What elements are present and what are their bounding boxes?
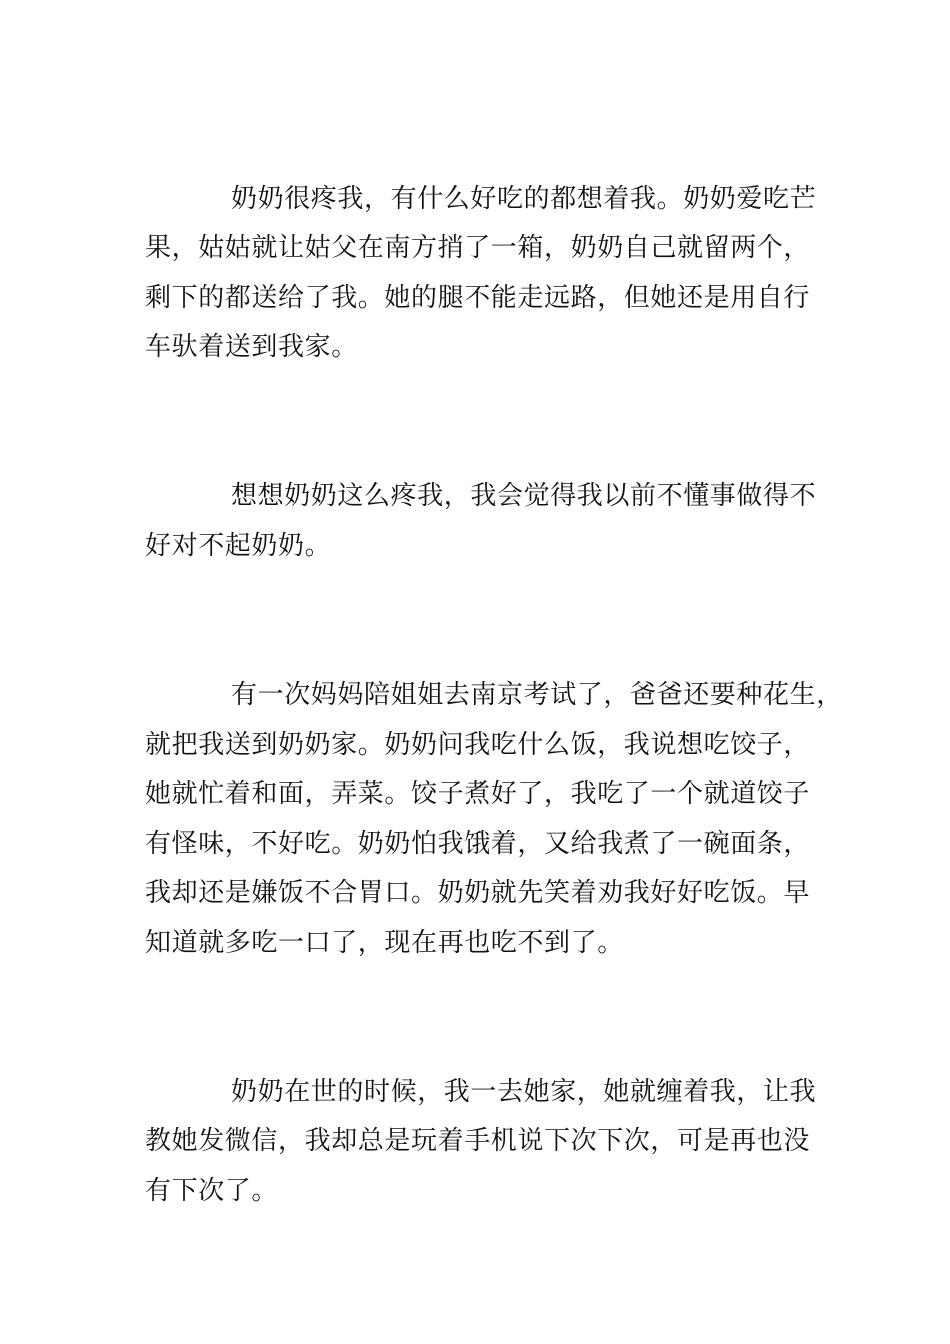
paragraph-4-line-3: 有下次了。 [145,1176,279,1206]
paragraph-3-line-3: 她就忙着和面，弄菜。饺子煮好了，我吃了一个就道饺子 [145,779,811,809]
paragraph-3-line-1: 有一次妈妈陪姐姐去南京考试了，爸爸还要种花生， [231,680,843,710]
paragraph-1-line-2: 果，姑姑就让姑父在南方捎了一箱，奶奶自己就留两个， [145,233,811,263]
paragraph-3-line-6: 知道就多吃一口了，现在再也吃不到了。 [145,928,624,958]
paragraph-4-line-1: 奶奶在世的时候，我一去她家，她就缠着我，让我 [231,1077,817,1107]
paragraph-2-line-1: 想想奶奶这么疼我，我会觉得我以前不懂事做得不 [231,481,817,511]
paragraph-1-line-3: 剩下的都送给了我。她的腿不能走远路，但她还是用自行 [145,283,811,313]
paragraph-3-line-2: 就把我送到奶奶家。奶奶问我吃什么饭，我说想吃饺子， [145,730,811,760]
paragraph-3-line-4: 有怪味，不好吃。奶奶怕我饿着，又给我煮了一碗面条， [145,829,811,859]
paragraph-3-line-5: 我却还是嫌饭不合胃口。奶奶就先笑着劝我好好吃饭。早 [145,878,811,908]
paragraph-1-line-1: 奶奶很疼我，有什么好吃的都想着我。奶奶爱吃芒 [231,184,817,214]
paragraph-4-line-2: 教她发微信，我却总是玩着手机说下次下次，可是再也没 [145,1126,811,1156]
paragraph-1-line-4: 车驮着送到我家。 [145,332,358,362]
paragraph-2-line-2: 好对不起奶奶。 [145,531,332,561]
